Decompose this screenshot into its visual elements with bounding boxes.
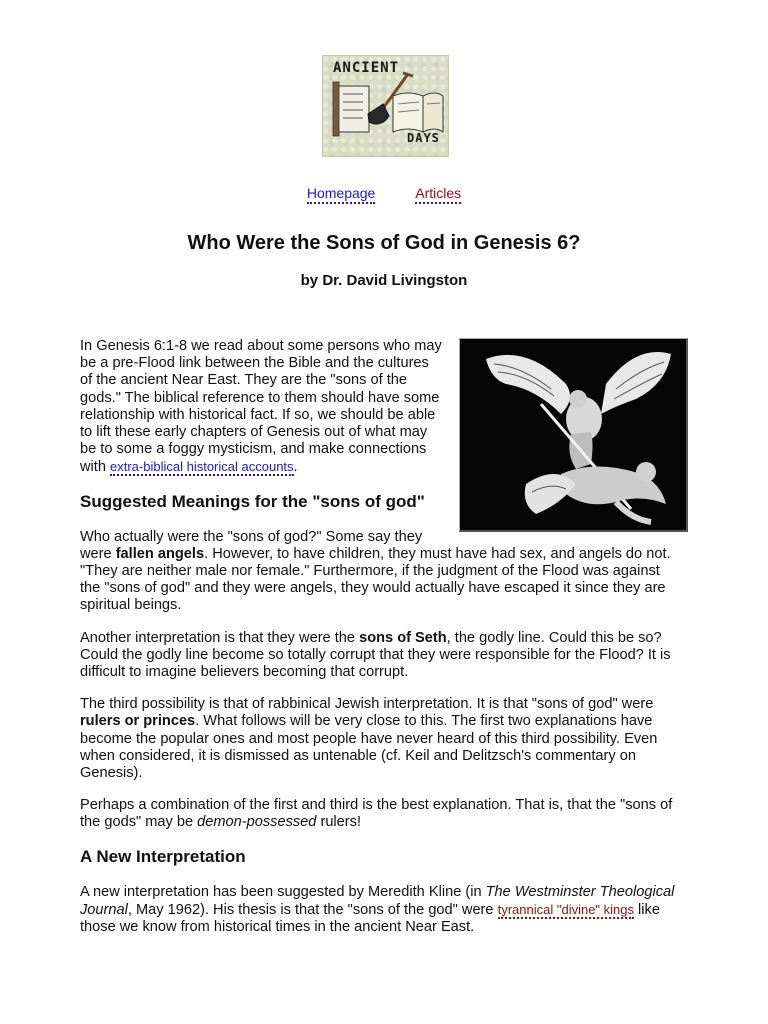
tyrannical-kings-link[interactable]: tyrannical "divine" kings xyxy=(497,901,634,917)
paragraph-fallen-angels xyxy=(80,529,680,615)
text: Another interpretation is that they were the xyxy=(80,629,360,646)
text: like those we know from historical times in the ancient Near East. xyxy=(80,901,660,936)
italic-text: The Westminster Theological Journal xyxy=(80,883,675,918)
paragraph-rulers xyxy=(80,696,680,782)
paragraph-combination xyxy=(80,797,680,831)
intro-end: . xyxy=(293,459,298,476)
text: rulers! xyxy=(316,814,362,831)
article-body xyxy=(80,338,680,951)
text: . What follows will be very close to this. The first two explanations have become the popular ones and most people have never heard of this third possibility. Even when considered, it is dismissed as untenable (cf. Keil and Delitzsch's commentary on Genesis). xyxy=(80,713,658,782)
text: The third possibility is that of rabbinical Jewish interpretation. It is that "sons of god" were xyxy=(80,696,654,713)
bold-text: fallen angels xyxy=(115,545,205,562)
bold-text: sons of Seth xyxy=(359,629,447,646)
logo-word-days: DAYS xyxy=(407,131,440,145)
heading-new-interpretation: A New Interpretation xyxy=(80,846,246,866)
intro-text: In Genesis 6:1-8 we read about some persons who may be a pre-Flood link between the Bible and the cultures of the ancient Near East. They are the "sons of the gods." The biblical reference to them should have some relationship with historical fact. If so, we should be able to lift these early chapters of Genesis out of what may be to some a foggy mysticism, and make connections with xyxy=(80,338,442,476)
angel-illustration xyxy=(459,338,688,532)
article-title: Who Were the Sons of God in Genesis 6? xyxy=(187,232,581,254)
bold-text: rulers or princes xyxy=(80,713,196,730)
text: Who actually were the "sons of god?" Some say they were xyxy=(80,528,423,562)
italic-text: demon-possessed xyxy=(197,814,317,831)
text: . However, to have children, they must have had sex, and angels do not. "They are neither male nor female." Furthermore, if the judgment of the Flood was against the "sons of god" and they were angels, they would actually have escaped it since they are spiritual beings. xyxy=(80,545,671,614)
articles-link[interactable]: Articles xyxy=(415,185,461,204)
ancient-days-logo[interactable] xyxy=(322,55,449,157)
homepage-link[interactable]: Homepage xyxy=(307,185,376,204)
text: , May 1962). His thesis is that the "sons of the god" were xyxy=(127,901,498,918)
extra-biblical-link[interactable]: extra-biblical historical accounts xyxy=(110,459,294,475)
text: , the godly line. Could this be so? Could the godly line become so totally corrupt that they were responsible for the Flood? It is difficult to imagine believers becoming that corrupt. xyxy=(80,629,671,681)
winged-angel-image xyxy=(466,344,681,526)
logo-word-ancient: ANCIENT xyxy=(333,60,400,76)
intro-paragraph xyxy=(80,338,442,477)
text: Perhaps a combination of the first and third is the best explanation. That is, that the "sons of the gods" may be xyxy=(80,797,673,831)
top-nav xyxy=(0,185,768,204)
text: A new interpretation has been suggested by Meredith Kline (in xyxy=(80,883,486,900)
article-byline: by Dr. David Livingston xyxy=(300,272,468,289)
heading-suggested-meanings: Suggested Meanings for the "sons of god" xyxy=(80,491,425,511)
paragraph-kline xyxy=(80,884,680,937)
paragraph-sons-of-seth xyxy=(80,630,680,682)
